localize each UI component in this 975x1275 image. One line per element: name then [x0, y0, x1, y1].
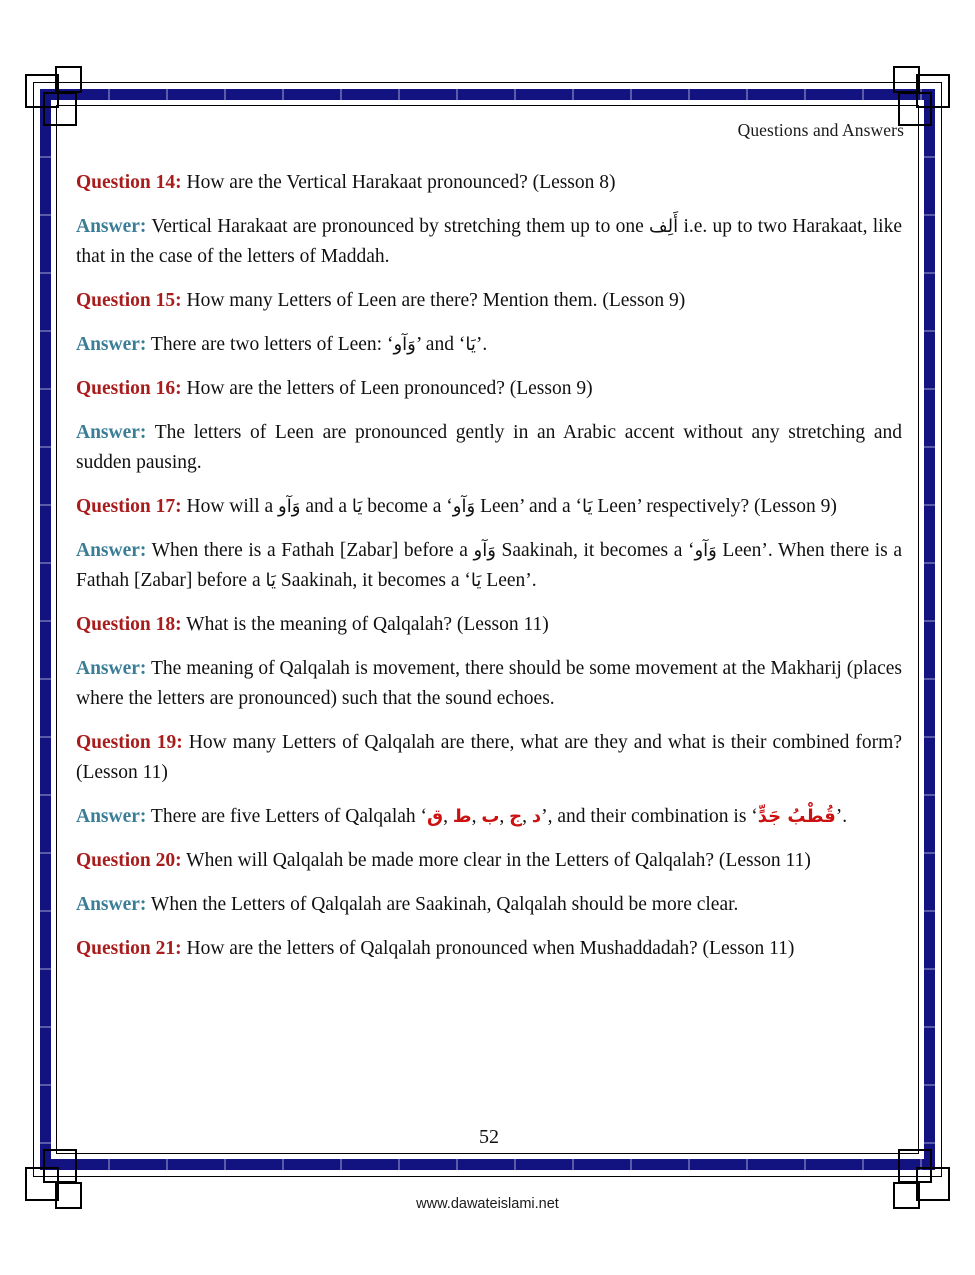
body-text: When there is a Fathah [Zabar] before a: [146, 540, 474, 561]
body-text: Leen’.: [481, 570, 537, 591]
answer-block: [76, 212, 902, 272]
answer-label: Answer:: [76, 658, 147, 679]
body-text: There are five Letters of Qalqalah ‘: [146, 806, 428, 827]
question-label: Question 21:: [76, 938, 182, 959]
question-label: Question 17:: [76, 496, 182, 517]
body-text: How are the letters of Leen pronounced? (Lesson 9): [181, 378, 593, 399]
answer-label: Answer:: [76, 422, 147, 443]
question-label: Question 15:: [76, 290, 182, 311]
body-text: How are the Vertical Harakaat pronounced? (Lesson 8): [181, 172, 616, 193]
answer-block: [76, 802, 902, 832]
arabic-term: وَآو: [694, 540, 717, 561]
body-text: The letters of Leen are pronounced gently in an Arabic accent without any stretching and sudden pausing.: [76, 422, 902, 473]
answer-block: [76, 536, 902, 596]
answer-label: Answer:: [76, 540, 147, 561]
question-label: Question 20:: [76, 850, 182, 871]
running-header: Questions and Answers: [737, 120, 904, 140]
body-text: Leen’ and a ‘: [475, 496, 583, 517]
body-text: ,: [499, 806, 510, 827]
question-label: Question 16:: [76, 378, 182, 399]
body-text: Vertical Harakaat are pronounced by stretching them up to one: [146, 216, 650, 237]
arabic-term: وَآو: [452, 496, 476, 517]
body-text: How many Letters of Leen are there? Mention them. (Lesson 9): [181, 290, 686, 311]
answer-label: Answer:: [76, 334, 147, 355]
question-block: [76, 728, 902, 788]
arabic-term: يَا: [351, 496, 363, 517]
body-text: How many Letters of Qalqalah are there, what are they and what is their combined form? (Lesson 11): [76, 732, 902, 783]
body-text: i.e. up to two Harakaat, like that in the case of the letters of Maddah.: [76, 216, 902, 267]
question-label: Question 14:: [76, 172, 182, 193]
question-block: [76, 846, 902, 876]
body-text: How are the letters of Qalqalah pronounced when Mushaddadah? (Lesson 11): [181, 938, 795, 959]
body-text: ,: [471, 806, 482, 827]
arabic-term: أَلِف: [649, 216, 679, 237]
body-text: Leen’ respectively? (Lesson 9): [592, 496, 837, 517]
answer-block: [76, 890, 902, 920]
body-text: Saakinah, it becomes a ‘: [495, 540, 695, 561]
answer-block: [76, 654, 902, 714]
arabic-term: يَا: [265, 570, 276, 591]
question-block: [76, 168, 902, 198]
body-text: When will Qalqalah be made more clear in the Letters of Qalqalah? (Lesson 11): [181, 850, 811, 871]
question-block: [76, 610, 902, 640]
question-label: Question 18:: [76, 614, 182, 635]
body-text: Saakinah, it becomes a ‘: [275, 570, 471, 591]
answer-label: Answer:: [76, 806, 147, 827]
corner-square-icon: [893, 66, 920, 93]
question-block: [76, 492, 902, 522]
arabic-letter-highlight: ط: [452, 806, 472, 827]
question-block: [76, 286, 902, 316]
answer-block: [76, 418, 902, 478]
answer-label: Answer:: [76, 216, 147, 237]
body-text: ’.: [835, 806, 848, 827]
corner-square-icon: [43, 92, 77, 126]
arabic-term: يَا: [582, 496, 593, 517]
body-text: ,: [522, 806, 532, 827]
arabic-letter-highlight: ج: [509, 806, 523, 827]
body-text: Leen’. When there is a Fathah [Zabar] before a: [76, 540, 902, 591]
body-text: When the Letters of Qalqalah are Saakinah, Qalqalah should be more clear.: [146, 894, 739, 915]
arabic-letter-highlight: قُطْبُ جَدٍّ: [757, 806, 836, 827]
arabic-term: يَا: [465, 334, 476, 355]
body-text: How will a: [181, 496, 279, 517]
arabic-letter-highlight: ق: [427, 806, 444, 827]
arabic-term: يَا: [470, 570, 482, 591]
question-block: [76, 934, 902, 964]
body-text: ’.: [475, 334, 488, 355]
arabic-term: وَآو: [473, 540, 496, 561]
answer-block: [76, 330, 902, 360]
arabic-letter-highlight: ب: [481, 806, 500, 827]
body-text: The meaning of Qalqalah is movement, there should be some movement at the Makharij (places where the letters are pronounced) such that the sound echoes.: [76, 658, 902, 709]
arabic-letter-highlight: د: [531, 806, 542, 827]
body-text: ,: [443, 806, 453, 827]
corner-square-icon: [55, 66, 82, 93]
body-text: and a: [300, 496, 352, 517]
arabic-term: وَآو: [278, 496, 301, 517]
body-text: What is the meaning of Qalqalah? (Lesson 11): [181, 614, 549, 635]
arabic-term: وَآو: [393, 334, 416, 355]
page-number: 52: [479, 1126, 499, 1148]
corner-square-icon: [898, 1149, 932, 1183]
footer-website: www.dawateislami.net: [416, 1196, 559, 1212]
body-text: ’, and their combination is ‘: [541, 806, 758, 827]
body-text: There are two letters of Leen: ‘: [146, 334, 394, 355]
body-text: ’ and ‘: [415, 334, 466, 355]
corner-square-icon: [43, 1149, 77, 1183]
qa-content-column: [76, 168, 902, 972]
question-label: Question 19:: [76, 732, 183, 753]
body-text: become a ‘: [362, 496, 453, 517]
answer-label: Answer:: [76, 894, 147, 915]
question-block: [76, 374, 902, 404]
